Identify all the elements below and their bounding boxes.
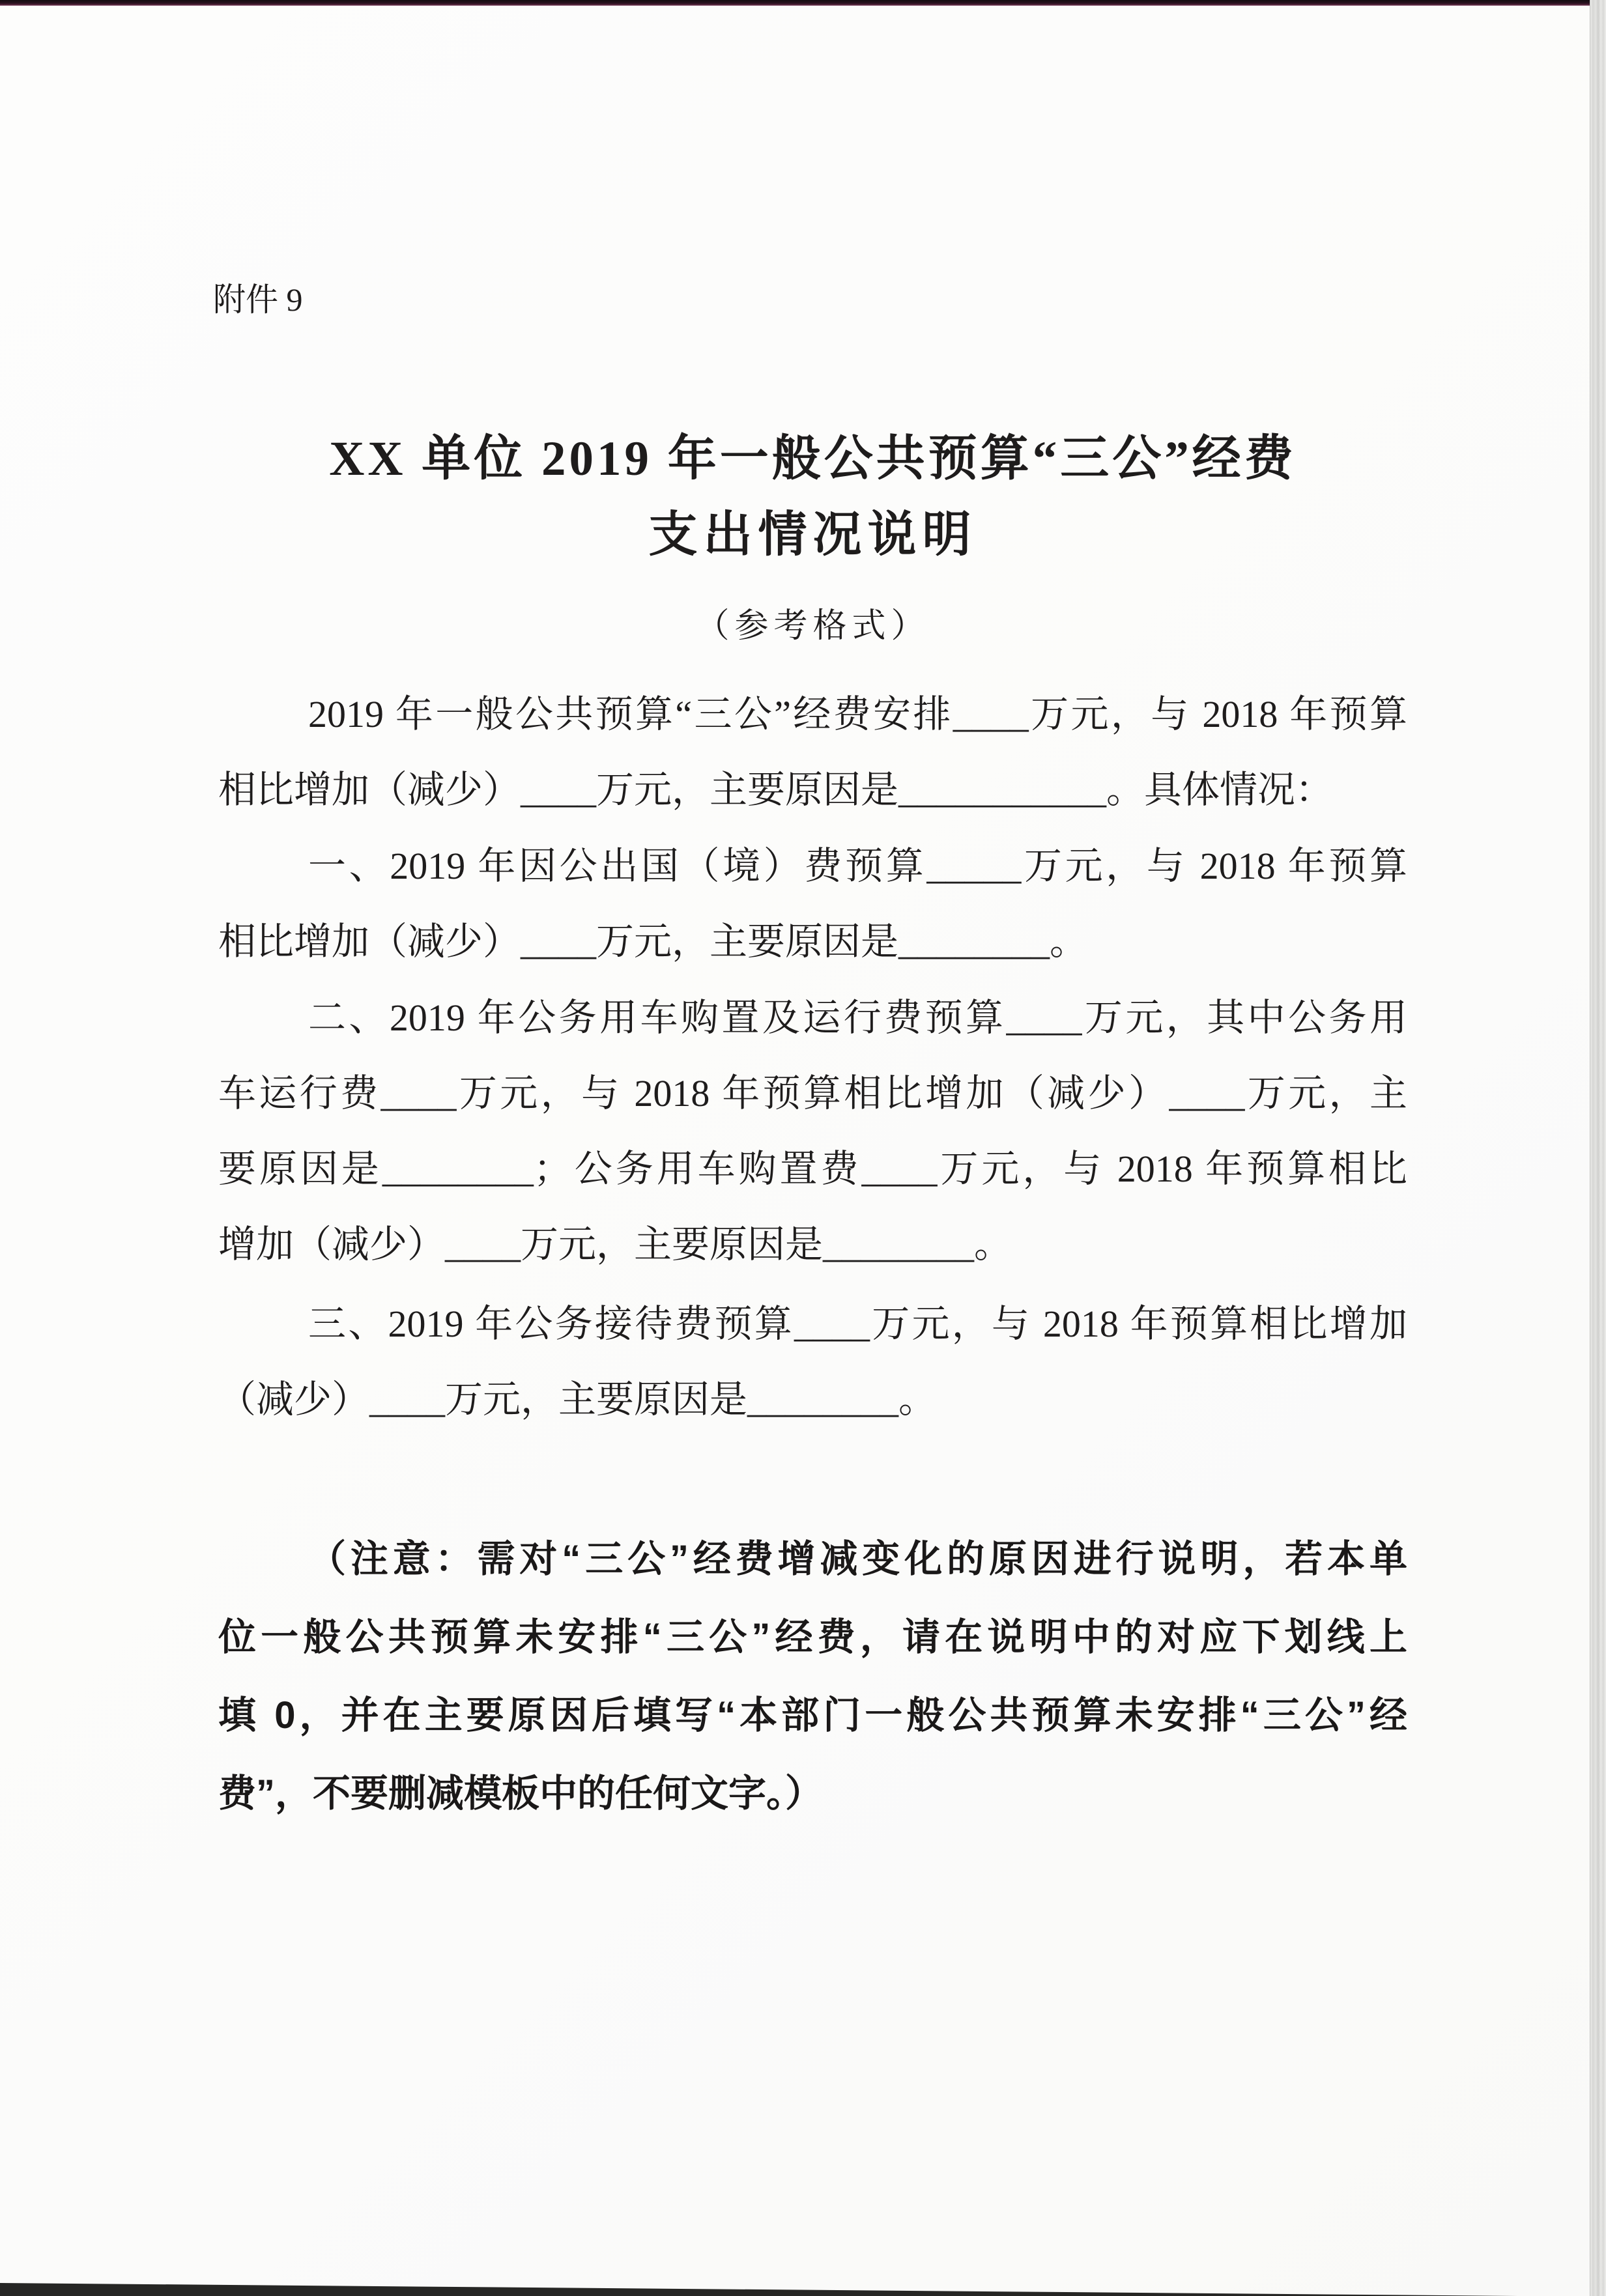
paragraph-item-1-abroad-expense: [218, 829, 1407, 980]
body-line: 一、2019 年因公出国（境）费预算_____万元，与 2018 年预算: [308, 845, 1407, 887]
paragraph-item-3-reception-expense: [218, 1286, 1407, 1438]
subtitle-reference-format: （参考格式）: [695, 608, 930, 645]
body-line: 二、2019 年公务用车购置及运行费预算____万元，其中公务用: [308, 997, 1407, 1039]
document-title-line1: XX 单位 2019 年一般公共预算“三公”经费: [329, 432, 1297, 486]
note-line: 填 0，并在主要原因后填写“本部门一般公共预算未安排“三公”经: [218, 1694, 1407, 1736]
attachment-label: 附件 9: [213, 281, 303, 318]
body-line: （减少）____万元，主要原因是________。: [218, 1378, 937, 1421]
body-line: 三、2019 年公务接待费预算____万元，与 2018 年预算相比增加: [308, 1303, 1407, 1345]
scan-artifact-right-edge: [1590, 0, 1606, 2296]
note-line: （注意：需对“三公”经费增减变化的原因进行说明，若本单: [308, 1538, 1407, 1580]
scan-artifact-bottom-edge: [0, 2283, 1518, 2296]
body-line: 相比增加（减少）____万元，主要原因是___________。具体情况：: [218, 769, 1334, 811]
note-line: 费”，不要删减模板中的任何文字。）: [218, 1772, 824, 1815]
note-paragraph: [218, 1520, 1407, 1833]
scan-artifact-top-edge: [0, 0, 1606, 6]
note-line: 位一般公共预算未安排“三公”经费，请在说明中的对应下划线上: [218, 1616, 1407, 1658]
body-line: 车运行费____万元，与 2018 年预算相比增加（减少）____万元，主: [218, 1072, 1407, 1114]
paragraph-overview: [218, 677, 1407, 828]
document-title-line2: 支出情况说明: [648, 508, 977, 562]
paragraph-item-2-vehicle-expense: [218, 980, 1407, 1283]
body-line: 相比增加（减少）____万元，主要原因是________。: [218, 920, 1088, 963]
body-line: 2019 年一般公共预算“三公”经费安排____万元，与 2018 年预算: [308, 693, 1407, 735]
body-line: 要原因是________；公务用车购置费____万元，与 2018 年预算相比: [218, 1148, 1407, 1190]
body-line: 增加（减少）____万元，主要原因是________。: [218, 1223, 1012, 1266]
